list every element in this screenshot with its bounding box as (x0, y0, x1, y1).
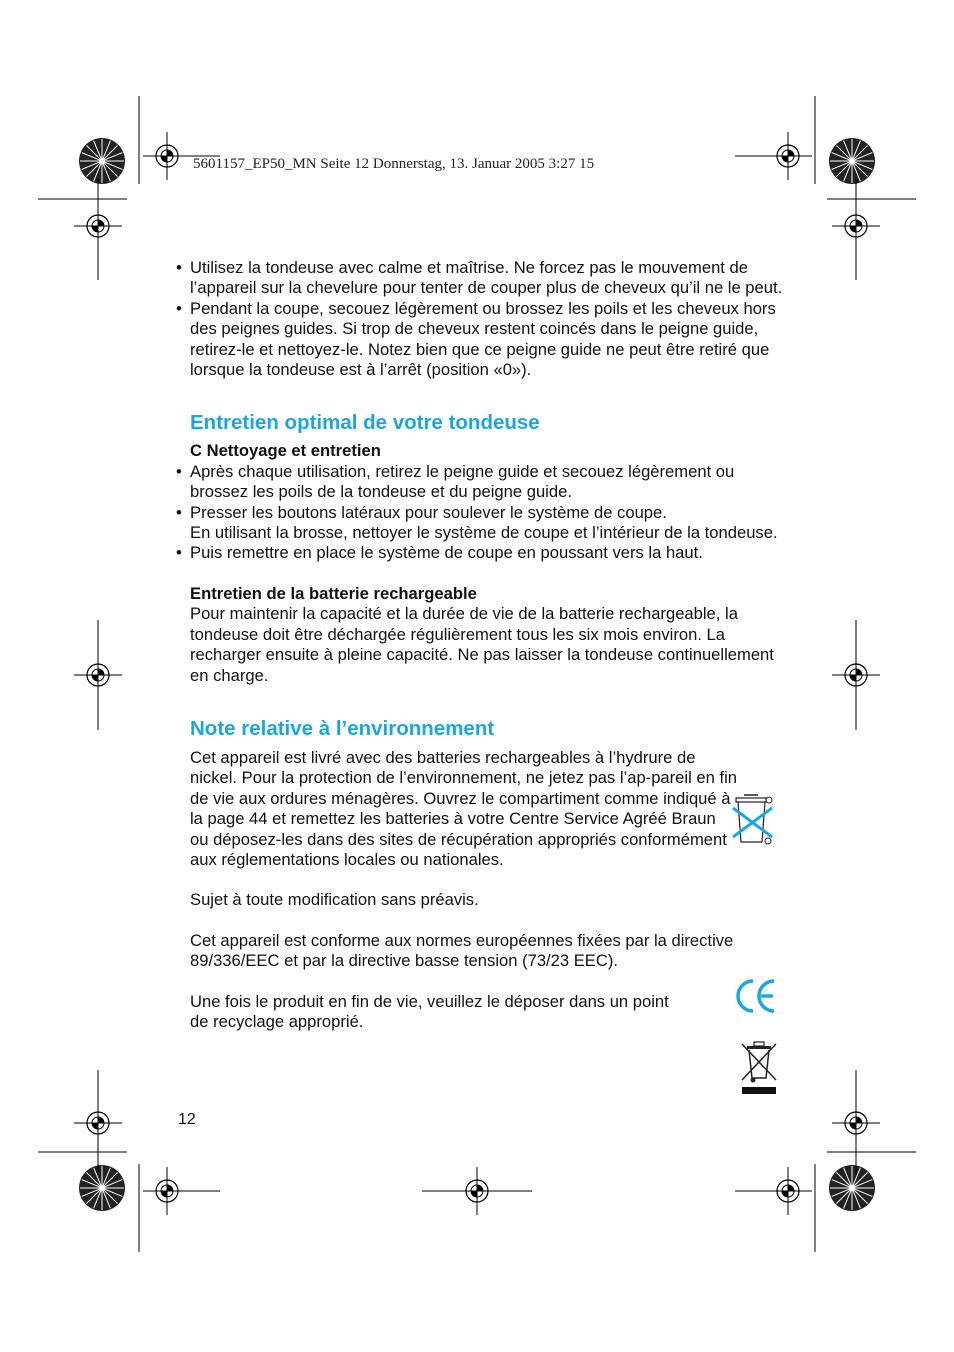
bullet-item: • Pendant la coupe, secouez légèrement ou brossez les poils et les cheveux hors des peignes guides. Si trop de cheveux restent coincés dans le peigne guide, retirez-le et nettoyez-le. Notez bien que ce peigne guide ne peut être retiré que lorsque la tondeuse est à l’arrêt (position «0»). (176, 299, 786, 381)
crossed-out-battery-bin-icon (730, 792, 776, 848)
section-title-maintenance: Entretien optimal de votre tondeuse (190, 411, 540, 435)
bullet-item: • Utilisez la tondeuse avec calme et maîtrise. Ne forcez pas le mouvement de l’appareil sur la chevelure pour tenter de couper plus de cheveux qu’il ne le peut. (176, 258, 786, 299)
subsection-title-battery: Entretien de la batterie rechargeable (190, 583, 477, 603)
print-slug: 5601157_EP50_MN Seite 12 Donnerstag, 13. Januar 2005 3:27 15 (193, 156, 595, 172)
bullet-item: • Après chaque utilisation, retirez le peigne guide et secouez légèrement ou brossez les poils de la tondeuse et du peigne guide. (176, 462, 786, 503)
bullet-item: • Presser les boutons latéraux pour soulever le système de coupe. (176, 503, 786, 523)
battery-paragraph: Pour maintenir la capacité et la durée de vie de la batterie rechargeable, la tondeuse doit être déchargée régulièrement tous les six mois environ. La recharger ensuite à pleine capacité. Ne pas laisser la tondeuse continuellement en charge. (190, 604, 774, 685)
page-content (176, 258, 786, 1032)
section-title-environment: Note relative à l’environnement (190, 716, 495, 740)
environment-paragraph: Cet appareil est livré avec des batteries rechargeables à l’hydrure de nickel. Pour la protection de l’environnement, ne jetez pas l’ap-pareil en fin de vie aux ordures ménagères. Ouvrez le compartiment comme indiqué à la page 44 et remettez les batteries à votre Centre Service Agréé Braun ou déposez-les dans des sites de récupération appropriés conformément aux réglementations locales ou nationales. (190, 747, 737, 869)
bullet-item: • Puis remettre en place le système de coupe en poussant vers la haut. (176, 543, 786, 563)
modification-notice: Sujet à toute modification sans préavis. (190, 890, 479, 910)
bullet-continuation: En utilisant la brosse, nettoyer le système de coupe et l’intérieur de la tondeuse. (190, 523, 778, 543)
page-number: 12 (178, 1111, 196, 1128)
disposal-paragraph: Une fois le produit en fin de vie, veuillez le déposer dans un point de recyclage approprié. (190, 991, 669, 1031)
ce-conformity-paragraph: Cet appareil est conforme aux normes européennes fixées par la directive 89/336/EEC et par la directive basse tension (73/23 EEC). (190, 930, 734, 971)
ce-mark-icon (734, 977, 778, 1015)
subsection-title-cleaning: C Nettoyage et entretien (190, 441, 381, 461)
weee-crossed-bin-icon (740, 1040, 778, 1096)
